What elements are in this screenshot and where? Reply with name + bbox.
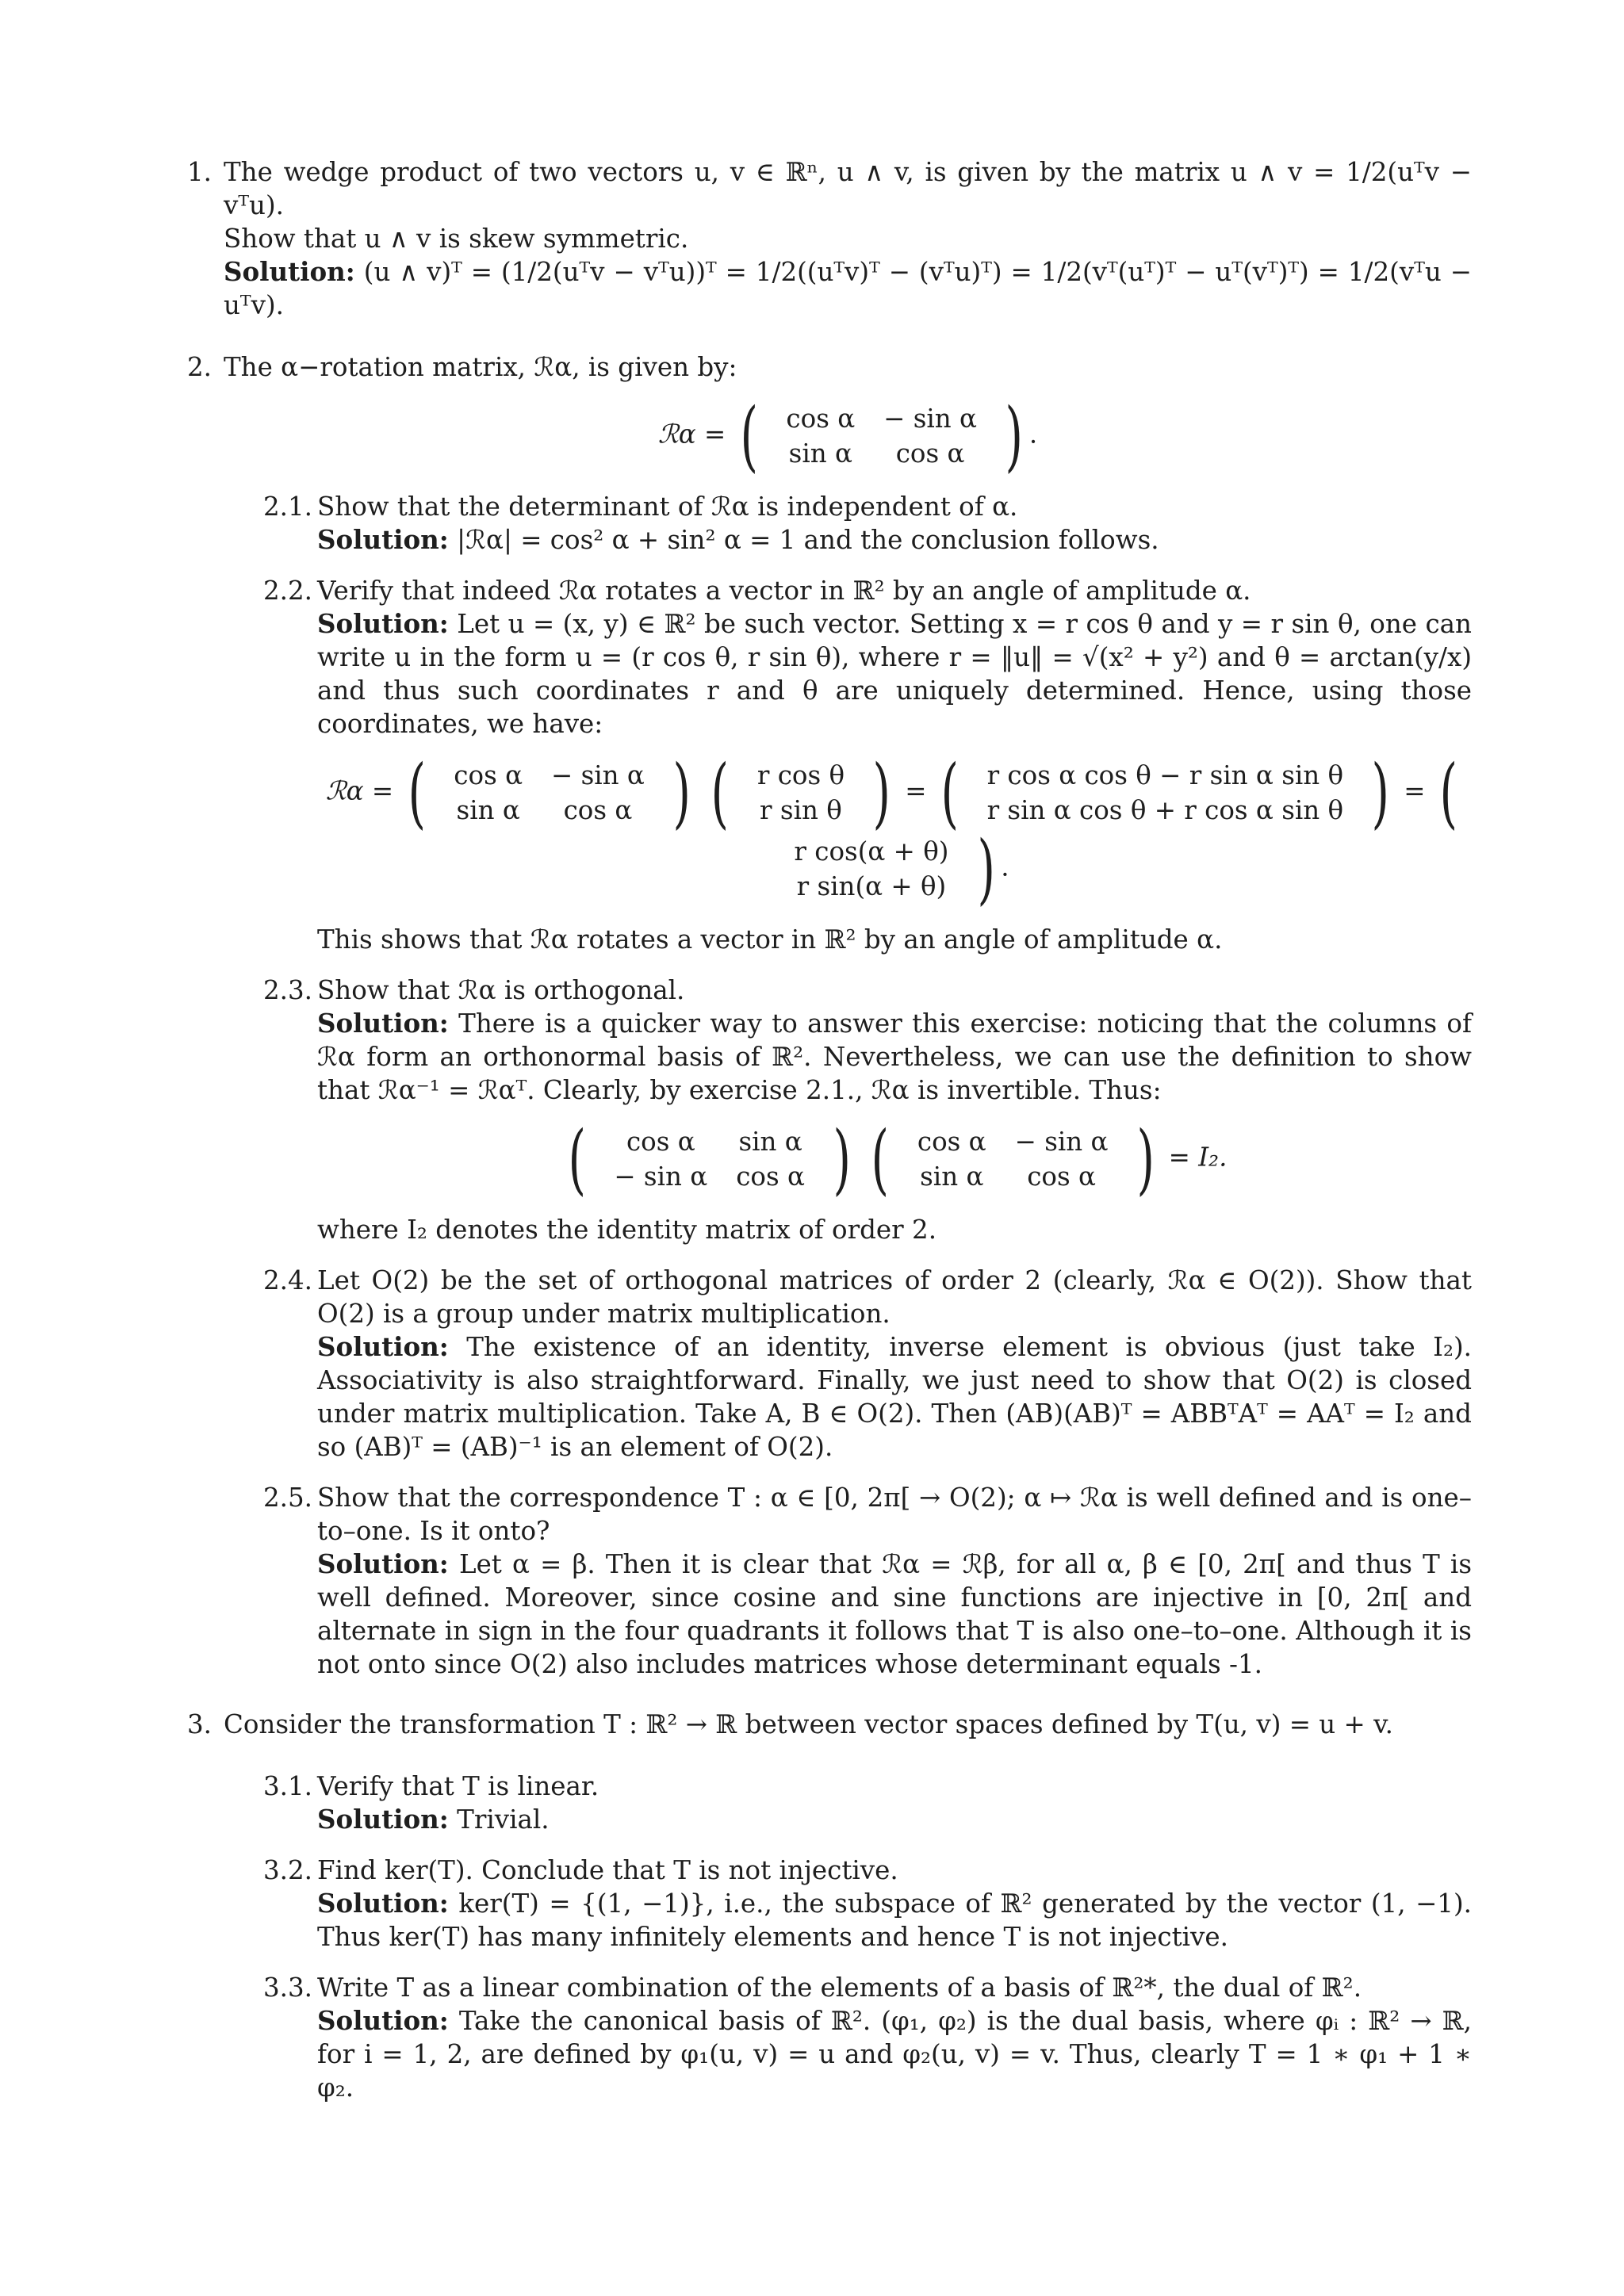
subquestion-2-2 — [263, 574, 1472, 956]
matrix-cell: cos α — [895, 438, 965, 469]
subquestion-2-4 — [263, 1264, 1472, 1464]
left-paren: ( — [568, 1115, 586, 1203]
subquestion-3-2 — [263, 1854, 1472, 1954]
solution — [224, 255, 1472, 322]
matrix-cell: sin α — [456, 795, 520, 825]
solution-text: There is a quicker way to answer this exercise: noticing that the columns of ℛα form an orthonormal basis of ℝ². Nevertheless, we can use the definition to show that ℛα⁻¹ = ℛαᵀ. Clearly, by exercise 2.1., ℛα is invertible. Thus: — [317, 1008, 1472, 1105]
subquestion-number: 2.4. — [263, 1265, 313, 1295]
solution-conclusion: This shows that ℛα rotates a vector in ℝ² by an angle of amplitude α. — [317, 924, 1223, 955]
equals-sign: = — [1404, 775, 1426, 806]
subquestion-number: 2.1. — [263, 492, 313, 522]
solution-text: Let α = β. Then it is clear that ℛα = ℛβ, for all α, β ∈ [0, 2π[ and thus T is well defined. Moreover, since cosine and sine functions are injective in [0, 2π[ and alternate in sign in the four quadrants it follows that T is also one–to–one. Although it is not onto since O(2) also includes matrices whose determinant equals -1. — [317, 1549, 1472, 1679]
matrix-cell: sin α — [920, 1161, 984, 1192]
question-prompt: Consider the transformation T : ℝ² → ℝ between vector spaces defined by T(u, v) = u + v. — [224, 1709, 1393, 1739]
subquestion-number: 3.2. — [263, 1855, 313, 1885]
right-paren: ) — [872, 748, 891, 837]
question-2 — [187, 350, 1472, 1681]
right-paren: ) — [1005, 392, 1024, 480]
solution-label: Solution: — [317, 608, 449, 639]
matrix-end: . — [1028, 419, 1038, 450]
subquestion-3-3 — [263, 1971, 1472, 2104]
matrix-cell: cos α — [736, 1161, 805, 1192]
matrix-cell: cos α — [786, 404, 856, 434]
subquestion-2-1 — [263, 490, 1472, 557]
matrix-transpose — [599, 1124, 819, 1194]
left-paren: ( — [740, 392, 758, 480]
rotation-matrix — [772, 401, 991, 471]
matrix-cell: cos α — [917, 1127, 986, 1157]
question-number: 2. — [187, 352, 213, 382]
subquestion-prompt: Show that the correspondence T : α ∈ [0, 2π[ → O(2); α ↦ ℛα is well defined and is one–to–one. Is it onto? — [317, 1483, 1472, 1546]
document-page — [187, 155, 1472, 2104]
equals-sign: = — [905, 775, 927, 806]
solution-text: |ℛα| = cos² α + sin² α = 1 and the conclusion follows. — [457, 525, 1159, 555]
left-paren: ( — [710, 748, 729, 837]
subquestion-number: 2.2. — [263, 576, 313, 606]
matrix-cell: cos α — [626, 1127, 695, 1157]
solution-text: The existence of an identity, inverse element is obvious (just take I₂). Associativity is also straightforward. Finally, we just need to show that O(2) is closed under matrix multiplication. Take A, B ∈ O(2). Then (AB)(AB)ᵀ = ABBᵀAᵀ = AAᵀ = I₂ and so (AB)ᵀ = (AB)⁻¹ is an element of O(2). — [317, 1332, 1472, 1462]
solution-label: Solution: — [317, 524, 449, 555]
equation-lhs: ℛα = — [325, 775, 394, 806]
matrix-lhs: ℛα = — [657, 419, 726, 450]
right-paren: ) — [977, 825, 995, 913]
matrix-cell: − sin α — [1014, 1127, 1109, 1157]
left-paren: ( — [1439, 748, 1457, 837]
left-paren: ( — [871, 1115, 890, 1203]
subquestion-prompt: Show that ℛα is orthogonal. — [317, 975, 685, 1005]
solution-label: Solution: — [317, 2005, 449, 2036]
matrix-r-alpha — [439, 758, 659, 828]
solution-label: Solution: — [317, 1331, 449, 1362]
rotation-equation — [317, 748, 1472, 913]
solution-label: Solution: — [224, 256, 355, 287]
subquestion-number: 3.1. — [263, 1771, 313, 1801]
subquestion-prompt: Verify that T is linear. — [317, 1771, 599, 1801]
matrix-cell: sin α — [738, 1127, 802, 1157]
solution-text: (u ∧ v)ᵀ = (1/2(uᵀv − vᵀu))ᵀ = 1/2((uᵀv)ᵀ − (vᵀu)ᵀ) = 1/2(vᵀ(uᵀ)ᵀ − uᵀ(vᵀ)ᵀ) = 1/2(vᵀu − uᵀv). — [224, 257, 1472, 320]
subquestion-prompt: Show that the determinant of ℛα is independent of α. — [317, 492, 1018, 522]
question-1 — [187, 155, 1472, 322]
vector-rotated — [779, 834, 963, 904]
subquestion-2-3 — [263, 974, 1472, 1246]
rotation-matrix-display — [224, 392, 1472, 480]
solution-text: Let u = (x, y) ∈ ℝ² be such vector. Setting x = r cos θ and y = r sin θ, one can write u in the form u = (r cos θ, r sin θ), where r = ‖u‖ = √(x² + y²) and θ = arctan(y/x) and thus such coordinates r and θ are uniquely determined. Hence, using those coordinates, we have: — [317, 609, 1472, 739]
subquestion-3-1 — [263, 1770, 1472, 1836]
matrix-cell: r sin(α + θ) — [796, 871, 947, 901]
matrix-cell: r sin α cos θ + r cos α sin θ — [986, 795, 1344, 825]
matrix-cell: cos α — [563, 795, 633, 825]
question-number: 1. — [187, 157, 213, 187]
subquestion-prompt: Find ker(T). Conclude that T is not injective. — [317, 1855, 898, 1885]
matrix-cell: cos α — [454, 760, 523, 790]
subquestion-number: 3.3. — [263, 1973, 313, 2003]
question-number: 3. — [187, 1709, 213, 1739]
equation-end: . — [1001, 851, 1009, 882]
vector-product — [973, 758, 1358, 828]
subquestion-prompt: Let O(2) be the set of orthogonal matrices of order 2 (clearly, ℛα ∈ O(2)). Show that O(2) is a group under matrix multiplication. — [317, 1265, 1472, 1329]
matrix-cell: r cos θ — [756, 760, 845, 790]
matrix-cell: − sin α — [883, 404, 978, 434]
matrix-cell: cos α — [1027, 1161, 1096, 1192]
solution — [317, 1803, 1472, 1836]
left-paren: ( — [940, 748, 959, 837]
solution — [317, 2004, 1472, 2104]
matrix-cell: r cos(α + θ) — [794, 836, 949, 867]
matrix-cell: r cos α cos θ − r sin α sin θ — [986, 760, 1344, 790]
orthogonality-equation — [317, 1115, 1472, 1203]
solution — [317, 607, 1472, 740]
solution-label: Solution: — [317, 1548, 449, 1579]
solution-label: Solution: — [317, 1008, 449, 1039]
right-paren: ) — [672, 748, 691, 837]
matrix-cell: − sin α — [551, 760, 645, 790]
subquestion-number: 2.3. — [263, 975, 313, 1005]
question-3 — [187, 1708, 1472, 2104]
subquestion-number: 2.5. — [263, 1483, 313, 1513]
solution — [317, 1330, 1472, 1464]
left-paren: ( — [407, 748, 426, 837]
question-prompt: The α−rotation matrix, ℛα, is given by: — [224, 352, 737, 382]
subquestion-prompt: Verify that indeed ℛα rotates a vector in ℝ² by an angle of amplitude α. — [317, 576, 1251, 606]
subquestion-2-5 — [263, 1481, 1472, 1681]
solution-label: Solution: — [317, 1804, 449, 1835]
solution — [317, 1887, 1472, 1954]
solution — [317, 523, 1472, 557]
solution-conclusion: where I₂ denotes the identity matrix of order 2. — [317, 1215, 937, 1245]
subquestion-prompt: Write T as a linear combination of the elements of a basis of ℝ²*, the dual of ℝ². — [317, 1973, 1362, 2003]
matrix-cell: − sin α — [614, 1161, 708, 1192]
equation-rhs: = I₂. — [1168, 1142, 1228, 1173]
question-prompt-line2: Show that u ∧ v is skew symmetric. — [224, 224, 689, 254]
matrix-cell: r sin θ — [760, 795, 842, 825]
vector-polar — [743, 758, 859, 828]
solution — [317, 1548, 1472, 1681]
matrix-cell: sin α — [788, 438, 852, 469]
right-paren: ) — [1136, 1115, 1155, 1203]
solution-text: ker(T) = {(1, −1)}, i.e., the subspace of ℝ² generated by the vector (1, −1). Thus ker(T) has many infinitely elements and hence T is not injective. — [317, 1888, 1472, 1952]
matrix-r-alpha — [903, 1124, 1123, 1194]
solution-text: Trivial. — [457, 1804, 550, 1835]
solution-text: Take the canonical basis of ℝ². (φ₁, φ₂) is the dual basis, where φᵢ : ℝ² → ℝ, for i = 1, 2, are defined by φ₁(u, v) = u and φ₂(u, v) = v. Thus, clearly T = 1 ∗ φ₁ + 1 ∗ φ₂. — [317, 2006, 1472, 2103]
right-paren: ) — [1371, 748, 1390, 837]
solution-label: Solution: — [317, 1888, 449, 1919]
solution — [317, 1007, 1472, 1107]
question-prompt: The wedge product of two vectors u, v ∈ ℝⁿ, u ∧ v, is given by the matrix u ∧ v = 1/2(uᵀv − vᵀu). — [224, 157, 1472, 220]
right-paren: ) — [833, 1115, 852, 1203]
